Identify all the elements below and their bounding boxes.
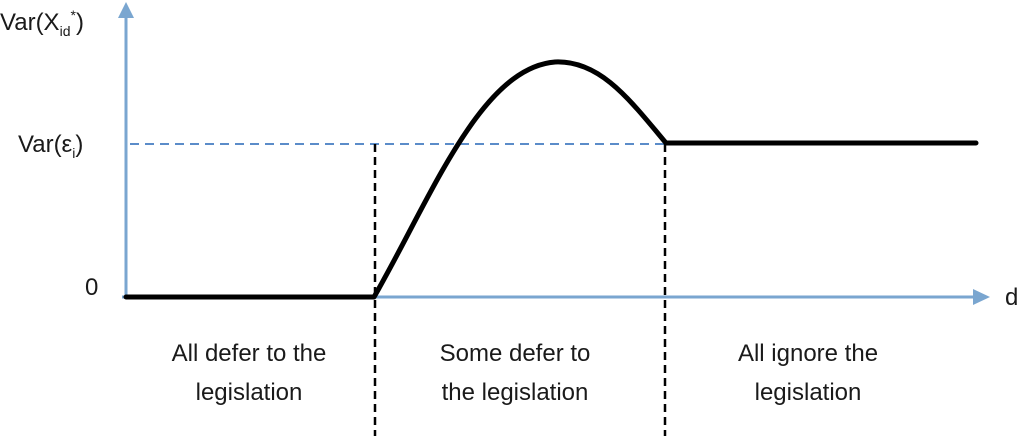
y-axis-arrowhead: [118, 2, 134, 18]
region-all-ignore-line1: All ignore the: [737, 340, 879, 367]
region-some-defer-line2: the legislation: [441, 379, 589, 406]
zero-label: 0: [85, 274, 99, 301]
reference-label: $Var(\varepsilon_i)$: [18, 131, 84, 161]
region-some-defer-line1: Some defer to: [439, 340, 591, 367]
region-all-ignore-line2: legislation: [754, 379, 862, 406]
x-axis-arrowhead: [973, 289, 990, 305]
region-label-all-ignore: [738, 340, 878, 406]
region-all-defer-line2: legislation: [195, 379, 303, 406]
variance-curve: [126, 62, 976, 297]
region-label-some-defer: [440, 340, 591, 406]
region-all-defer-line1: All defer to the: [171, 340, 327, 367]
region-label-all-defer: [172, 340, 327, 406]
x-axis-label: d: [1005, 284, 1019, 311]
y-axis-label: $Var(X_{id}^*)$: [0, 7, 84, 39]
